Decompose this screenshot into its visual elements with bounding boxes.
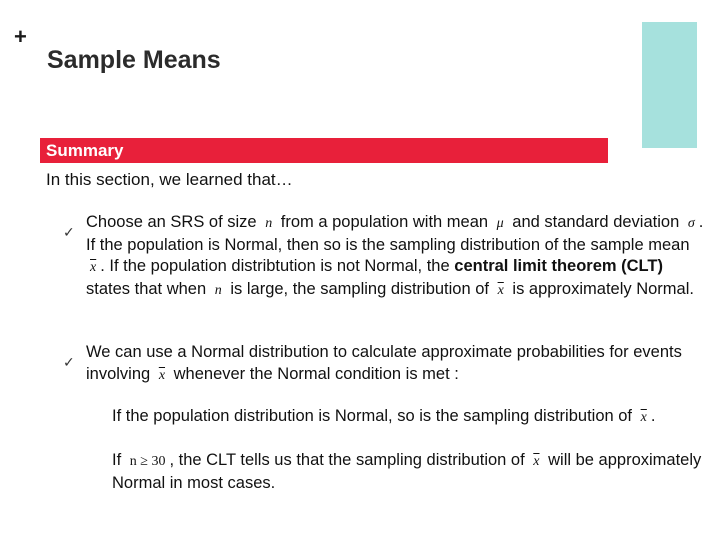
sub-point-text: will be approximately Normal in most cases. [112, 451, 702, 492]
math-xbar: $\overline{x}$ [497, 282, 504, 298]
bullet-item [86, 212, 710, 301]
sub-point-text: If the population distribution is Normal, so is the sampling distribution of [112, 407, 633, 425]
plus-icon: + [14, 24, 27, 49]
bullet-text: states that when [86, 279, 207, 298]
bullet-text: Choose an SRS of size [86, 213, 257, 231]
clt-term: central limit theorem (CLT) [454, 257, 663, 275]
summary-bar [40, 138, 608, 163]
math-xbar: $\overline{x}$ [90, 260, 97, 275]
bullet-text: is approximately Normal. [512, 279, 694, 298]
bullet-text: . If the population is Normal, then so is the sampling distribution of the sample mean [86, 213, 704, 254]
checkmark-icon: ✓ [63, 354, 75, 370]
sub-point [112, 406, 712, 429]
sub-point [112, 450, 712, 494]
math-xbar: $\overline{x}$ [640, 410, 647, 425]
math-n: n [214, 282, 222, 298]
checkmark-icon: ✓ [63, 224, 75, 240]
bullet-text: . If the population distribtution is not Normal, the [100, 257, 450, 275]
sub-point-text: , the CLT tells us that the sampling distribution of [169, 451, 525, 469]
math-xbar: $\overline{x}$ [158, 367, 166, 383]
math-xbar: $\overline{x}$ [533, 454, 540, 469]
bullet-text: We can use a Normal distribution to calculate approximate probabilities for events involving [86, 343, 682, 383]
bullet-text: from a population with mean [280, 213, 489, 231]
slide-title: Sample Means [47, 46, 221, 74]
math-condition: n ≥ 30 [129, 454, 166, 469]
bullet-text: is large, the sampling distribution of [230, 279, 489, 298]
math-mu: μ [496, 216, 504, 231]
bullet-item [86, 342, 710, 386]
bullet-text: whenever the Normal condition is met : [173, 364, 459, 383]
intro-text: In this section, we learned that… [46, 170, 293, 189]
summary-heading: Summary [46, 141, 124, 160]
bullet-text: and standard deviation [512, 213, 680, 231]
math-n: n [265, 216, 273, 231]
sub-point-text: . [650, 407, 656, 425]
math-sigma: σ [687, 216, 695, 231]
sub-point-text: If [112, 451, 122, 469]
accent-block [642, 22, 697, 148]
